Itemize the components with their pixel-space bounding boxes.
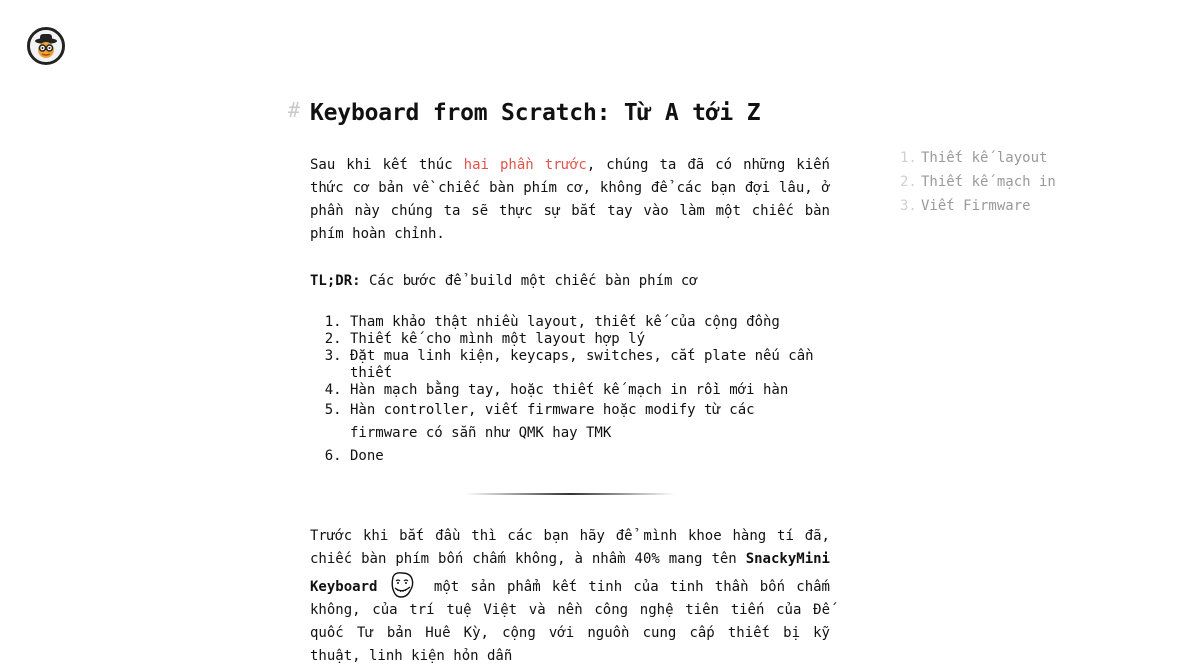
list-item: 3. Đặt mua linh kiện, keycaps, switches, cắt plate nếu cần thiết	[350, 348, 830, 382]
build-steps-list	[310, 314, 830, 465]
toc-item-pcb[interactable]	[900, 170, 1056, 194]
title-row	[288, 96, 830, 130]
product-name: SnackyMini Keyboard	[310, 551, 830, 595]
article	[288, 96, 830, 668]
list-item: 6. Done	[350, 448, 830, 465]
list-item: 2. Thiết kế cho mình một layout hợp lý	[350, 331, 830, 348]
avatar[interactable]	[27, 27, 65, 65]
toc-item-label: Thiết kế mạch in	[921, 174, 1056, 190]
page-title: Keyboard from Scratch: Từ A tới Z	[310, 100, 761, 126]
second-text-before: Trước khi bắt đầu thì các bạn hãy để mình khoe hàng tí đã, chiếc bàn phím bốn chấm không, à nhầm 40% mang tên	[310, 528, 830, 567]
toc-item-layout[interactable]	[900, 146, 1056, 170]
list-item: 5. Hàn controller, viết firmware hoặc modify từ các firmware có sẵn như QMK hay TMK	[350, 399, 830, 445]
toc-item-label: Thiết kế layout	[921, 150, 1048, 166]
toc-item-number: 3.	[900, 198, 917, 214]
tldr-line	[310, 270, 830, 293]
heading-anchor-link[interactable]: #	[288, 98, 301, 122]
previous-parts-link[interactable]: hai phần trước	[463, 157, 587, 173]
intro-text-after: , chúng ta đã có những kiến thức cơ bản về chiếc bàn phím cơ, không để các bạn đợi lâu, ở phần này chúng ta sẽ thực sự bắt tay vào làm một chiếc bàn phím hoàn chỉnh.	[310, 157, 830, 242]
second-paragraph	[310, 525, 830, 668]
toc-item-number: 2.	[900, 174, 917, 190]
toc-item-label: Viết Firmware	[921, 198, 1031, 214]
tldr-label: TL;DR:	[310, 273, 361, 289]
troll-face-icon	[389, 571, 415, 599]
table-of-contents	[900, 146, 1056, 218]
tldr-text: Các bước để build một chiếc bàn phím cơ	[360, 273, 698, 289]
second-text-after: một sản phẩm kết tinh của tinh thần bốn chấm không, của trí tuệ Việt và nền công nghệ tiên tiến của Đế quốc Tư bản Huê Kỳ, cộng với nguồn cung cấp thiết bị kỹ thuật, linh kiện hỏn dẫn	[310, 579, 830, 664]
toc-item-firmware[interactable]	[900, 194, 1056, 218]
toc-item-number: 1.	[900, 150, 917, 166]
list-item: 4. Hàn mạch bằng tay, hoặc thiết kế mạch in rồi mới hàn	[350, 382, 830, 399]
intro-paragraph	[310, 154, 830, 246]
intro-text-before: Sau khi kết thúc	[310, 157, 464, 173]
spy-avatar-icon	[30, 30, 62, 62]
section-divider	[465, 493, 675, 495]
list-item: 1. Tham khảo thật nhiều layout, thiết kế của cộng đồng	[350, 314, 830, 331]
